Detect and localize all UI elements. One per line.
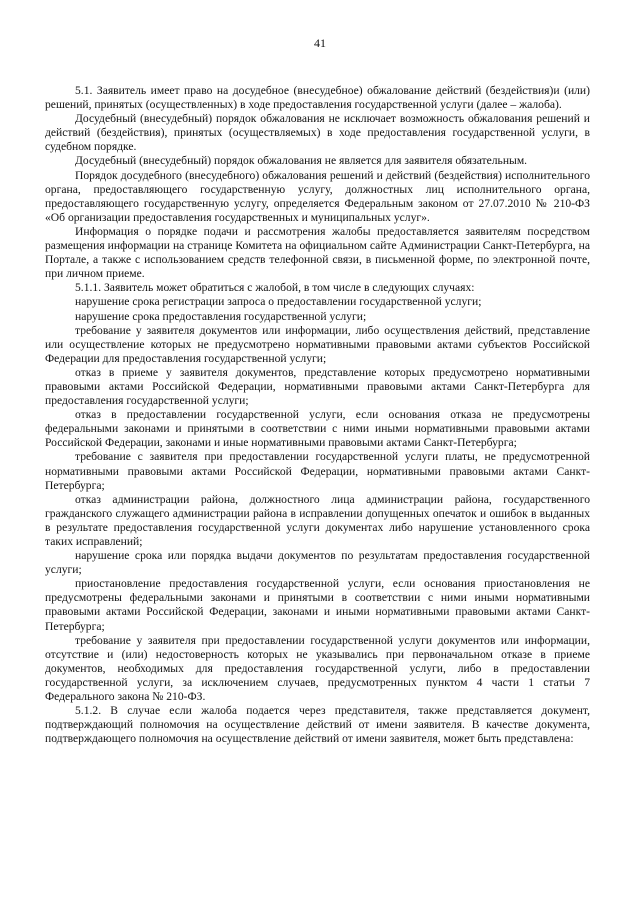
document-body (45, 84, 590, 746)
paragraph-not-mandatory: Досудебный (внесудебный) порядок обжалования не является для заявителя обязательным. (75, 154, 528, 168)
list-item-refusal-of-service: отказ в предоставлении государственной услуги, если основания отказа не предусмотрены федеральными законами и принятыми в соответствии с ними иными нормативными правовыми актами Российской Федерации, законами и иные нормативными правовыми актами Санкт-Петербурга; (45, 408, 590, 450)
paragraph-information: Информация о порядке подачи и рассмотрения жалобы предоставляется заявителям посредством размещения информации на странице Комитета на официальном сайте Администрации Санкт-Петербурга, на Портале, а также с использованием средств телефонной связи, в письменной форме, по электронной почте, при личном приеме. (45, 224, 590, 281)
list-item-extra-documents: требование у заявителя документов или информации, либо осуществления действий, представление или осуществление которых не предусмотрено нормативными правовыми актами субъектов Российской Федерации для предоставления государственной услуги; (45, 323, 590, 365)
list-item-issue-term: нарушение срока или порядка выдачи документов по результатам предоставления государственной услуги; (45, 549, 590, 577)
list-item-error-correction: отказ администрации района, должностного лица администрации района, государственного гражданского служащего администрации района в исправлении допущенных опечаток и ошибок в выданных в результате предоставления государственной услуги документах либо нарушение установленного срока таких исправлений; (45, 492, 590, 548)
paragraph-5-1: 5.1. Заявитель имеет право на досудебное (внесудебное) обжалование действий (бездействия)и (или) решений, принятых (осуществленных) в ходе предоставления государственной услуги (далее – жалоба). (45, 84, 590, 112)
page-number: 41 (314, 36, 326, 50)
list-item-missing-documents: требование у заявителя при предоставлении государственной услуги документов или информации, отсутствие и (или) недостоверность которых не указывались при первоначальном отказе в приеме документов, необходимых для предоставления государственной услуги, либо в предоставлении государственной услуги, за исключением случаев, предусмотренных пунктом 4 части 1 статьи 7 Федерального закона № 210-ФЗ. (45, 633, 590, 704)
list-item-unlawful-fee: требование с заявителя при предоставлении государственной услуги платы, не предусмотренной нормативными правовыми актами Российской Федерации, нормативными правовыми актами Санкт-Петербурга; (45, 450, 590, 492)
list-item-refusal-to-accept: отказ в приеме у заявителя документов, представление которых предусмотрено нормативными правовыми актами Российской Федерации, нормативными правовыми актами Санкт-Петербурга для предоставления государственной услуги; (45, 365, 590, 408)
list-item-suspension: приостановление предоставления государственной услуги, если основания приостановления не предусмотрены федеральными законами и принятыми в соответствии с ними иными нормативными правовыми актами Российской Федерации, законами и иными нормативными правовыми актами Санкт-Петербурга; (45, 577, 590, 633)
paragraph-no-exclusion: Досудебный (внесудебный) порядок обжалования не исключает возможность обжалования решений и действий (бездействия), принятых (осуществляемых) в ходе предоставления государственной услуги, в судебном порядке. (45, 112, 590, 154)
list-item-registration-term: нарушение срока регистрации запроса о предоставлении государственной услуги; (75, 295, 482, 309)
paragraph-procedure: Порядок досудебного (внесудебного) обжалования решений и действий (бездействия) исполнительного органа, предоставляющего государственную услугу, должностных лиц исполнительного органа, предоставляющего государственную услугу, определяется Федеральным законом от 27.07.2010 № 210-ФЗ «Об организации предоставления государственных и муниципальных услуг». (45, 168, 590, 224)
paragraph-5-1-1: 5.1.1. Заявитель может обратиться с жалобой, в том числе в следующих случаях: (75, 281, 475, 295)
paragraph-5-1-2: 5.1.2. В случае если жалоба подается через представителя, также представляется документ, подтверждающий полномочия на осуществление действий от имени заявителя. В качестве документа, подтверждающего полномочия на осуществление действий от имени заявителя, может быть представлена: (45, 704, 590, 746)
list-item-service-term: нарушение срока предоставления государственной услуги; (75, 309, 367, 323)
